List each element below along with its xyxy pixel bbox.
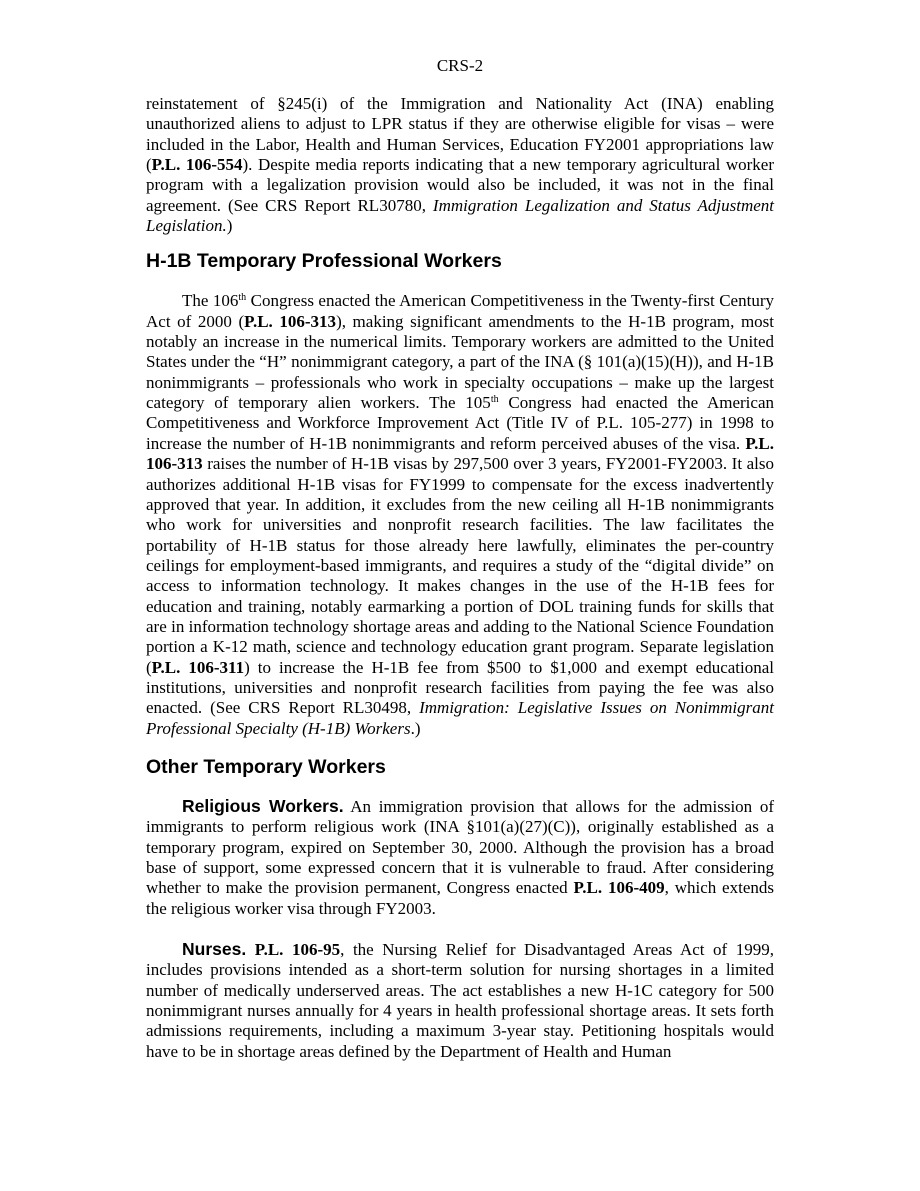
law-citation: P.L. 106-554 bbox=[151, 155, 243, 175]
body-text bbox=[246, 940, 255, 959]
body-text: ), making significant amendments to the H-1B program, most notably an increase in the numerical limits. Temporary workers are admitted to the United States under the “H” nonimmigrant category, a part of the INA (§ 101(a)(15)(H)), and H-1B nonimmigrants – professionals who work in specialty occupations – make up the largest category of temporary alien workers. The 105 bbox=[146, 311, 775, 413]
intro-text: ). Despite media reports indicating that a new temporary agricultural worker program with a legalization provision would also be included, it was not in the final agreement. (See CRS Report RL30780, bbox=[146, 155, 774, 215]
intro-paragraph bbox=[146, 94, 774, 236]
body-text: Congress had enacted the American Competitiveness and Workforce Improvement Act (Title IV of P.L. 105-277) in 1998 to increase the number of H-1B nonimmigrants and reform perceived abuses of the visa. bbox=[146, 393, 774, 453]
law-citation: P.L. 106-311 bbox=[151, 657, 245, 677]
page-content bbox=[146, 94, 774, 1062]
body-text: The 106 bbox=[182, 291, 239, 311]
intro-text: ) bbox=[226, 216, 233, 236]
nurses-paragraph bbox=[146, 939, 774, 1062]
body-text: , which extends the religious worker visa through FY2003. bbox=[146, 878, 774, 918]
section-heading-other-temporary-workers: Other Temporary Workers bbox=[146, 755, 386, 778]
ordinal-superscript: th bbox=[238, 292, 247, 304]
report-title: Immigration: Legislative Issues on Nonimmigrant Professional Specialty (H-1B) Workers bbox=[146, 698, 774, 738]
body-text: raises the number of H-1B visas by 297,500 over 3 years, FY2001-FY2003. It also authorizes additional H-1B visas for FY1999 to compensate for the excess inadvertently approved that year. In addition, it excludes from the new ceiling all H-1B nonimmigrants who work for universities and nonprofit research facilities. The law facilitates the portability of H-1B status for those already here lawfully, eliminates the per-country ceilings for employment-based immigrants, and requires a study of the “digital divide” on access to information technology. It makes changes in the use of the H-1B fees for education and training, notably earmarking a portion of DOL training funds for skills that are in information technology shortage areas and adding to the National Science Foundation portion a K-12 math, science and technology education grant program. Separate legislation ( bbox=[146, 454, 774, 677]
law-citation: P.L. 106-95 bbox=[254, 940, 341, 960]
body-text: .) bbox=[410, 718, 421, 738]
law-citation: P.L. 106-313 bbox=[244, 311, 337, 331]
runin-heading-religious-workers: Religious Workers. bbox=[182, 795, 344, 816]
religious-workers-paragraph bbox=[146, 796, 774, 919]
report-title: Immigration Legalization and Status Adjustment Legislation. bbox=[146, 195, 774, 236]
page-number-header: CRS-2 bbox=[436, 56, 484, 75]
section-heading-h1b: H-1B Temporary Professional Workers bbox=[146, 250, 502, 273]
law-citation: P.L. 106-409 bbox=[573, 878, 665, 898]
ordinal-superscript: th bbox=[490, 394, 499, 406]
law-citation: P.L. 106-313 bbox=[146, 433, 774, 474]
h1b-paragraph bbox=[146, 291, 774, 739]
body-text: Congress enacted the American Competitiveness in the Twenty-first Century Act of 2000 ( bbox=[146, 291, 774, 331]
body-text: , the Nursing Relief for Disadvantaged Areas Act of 1999, includes provisions intended as a short-term solution for nursing shortages in a limited number of medically underserved areas. The act establishes a new H-1C category for 500 nonimmigrant nurses annually for 4 years in health professional shortage areas. It sets forth admissions requirements, including a maximum 3-year stay. Petitioning hospitals would have to be in shortage areas defined by the Department of Health and Human bbox=[146, 940, 775, 1061]
runin-heading-nurses: Nurses. bbox=[182, 939, 247, 960]
body-text: ) to increase the H-1B fee from $500 to $1,000 and exempt educational institutions, universities and nonprofit research facilities from paying the fee was also enacted. (See CRS Report RL30498, bbox=[146, 657, 774, 718]
body-text: An immigration provision that allows for the admission of immigrants to perform religious work (INA §101(a)(27)(C)), originally established as a temporary program, expired on September 30, 2000. Although the provision has a broad base of support, some expressed concern that it is vulnerable to fraud. After considering whether to make the provision permanent, Congress enacted bbox=[146, 796, 774, 898]
intro-text: reinstatement of §245(i) of the Immigration and Nationality Act (INA) enabling unauthorized aliens to adjust to LPR status if they are otherwise eligible for visas – were included in the Labor, Health and Human Services, Education FY2001 appropriations law ( bbox=[146, 94, 774, 175]
